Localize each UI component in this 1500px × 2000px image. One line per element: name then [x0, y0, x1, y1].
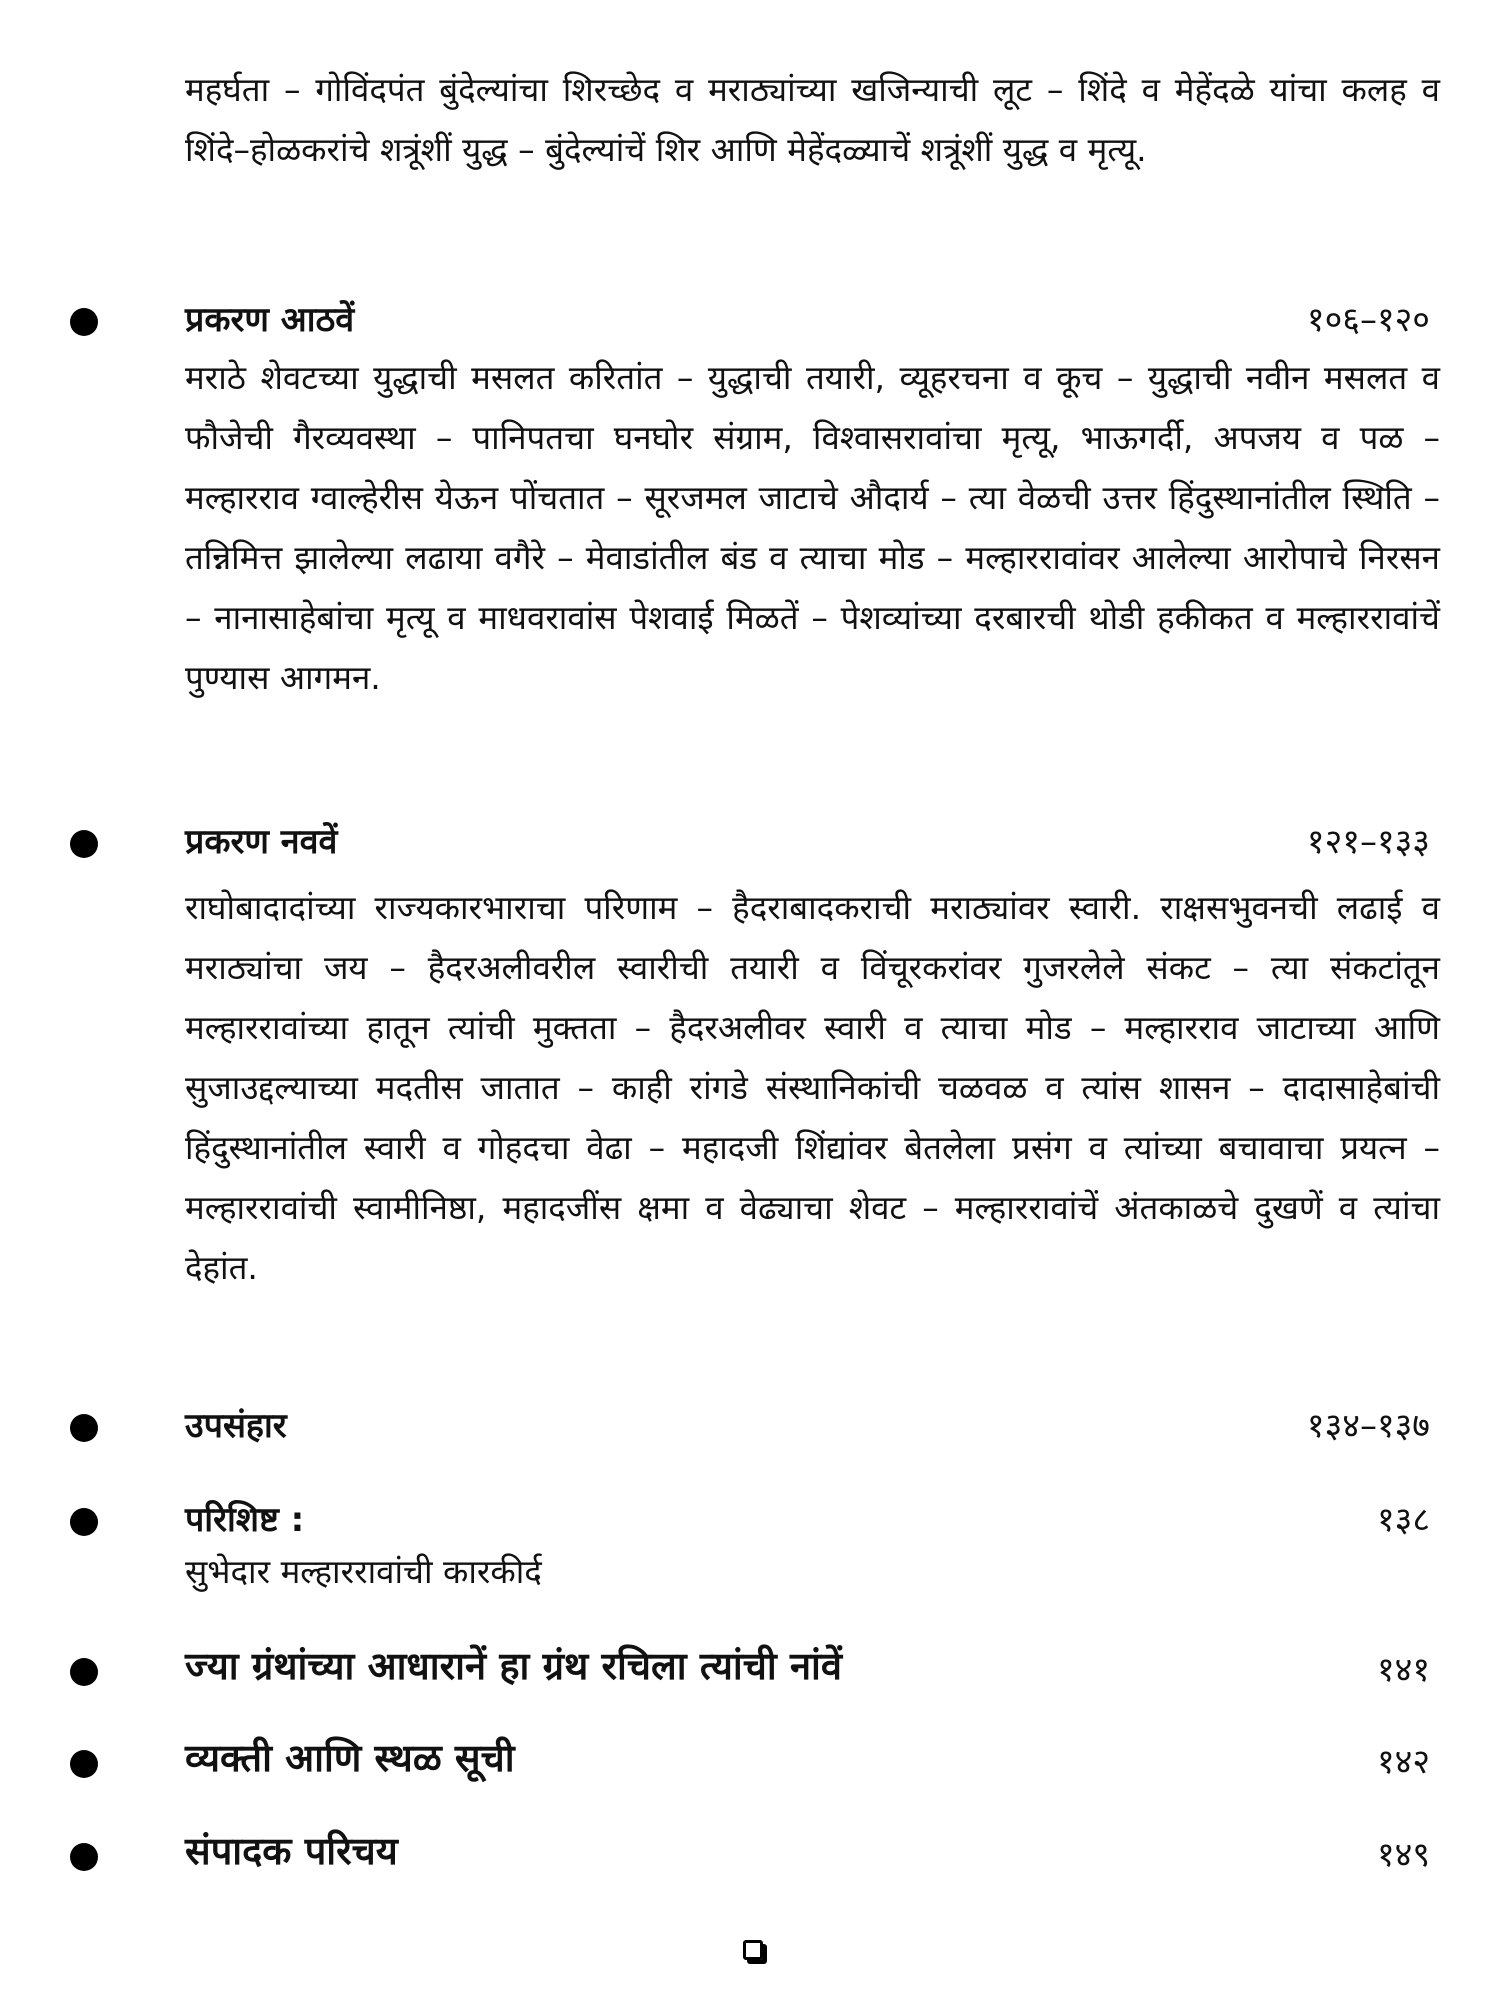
square-end-mark-icon	[743, 1940, 763, 1960]
entry-pages: १३८	[1376, 1500, 1430, 1540]
entry-description: मराठे शेवटच्या युद्धाची मसलत करितांत – युद्धाची तयारी, व्यूहरचना व कूच – युद्धाची नवीन मसलत व फौजेची गैरव्यवस्था – पानिपतचा घनघोर संग्राम, विश्वासरावांचा मृत्यू, भाऊगर्दी, अपजय व पळ – मल्हारराव ग्वाल्हेरीस येऊन पोंचतात – सूरजमल जाटाचे औदार्य – त्या वेळची उत्तर हिंदुस्थानांतील स्थिति – तन्निमित्त झालेल्या लढाया वगैरे – मेवाडांतील बंड व त्याचा मोड – मल्हाररावांवर आलेल्या आरोपाचे निरसन – नानासाहेबांचा मृत्यू व माधवरावांस पेशवाई मिळतें – पेशव्यांच्या दरबारची थोडी हकीकत व मल्हाररावांचें पुण्यास आगमन.	[185, 358, 1440, 697]
entry-title: ज्या ग्रंथांच्या आधारानें हा ग्रंथ रचिला त्यांची नांवें	[185, 1644, 843, 1688]
entry-pages: १३४–१३७	[1306, 1406, 1430, 1446]
bullet-icon	[70, 1508, 98, 1536]
entry-pages: १४२	[1376, 1742, 1430, 1782]
intro-paragraph: महर्घता – गोविंदपंत बुंदेल्यांचा शिरच्छेद व मराठ्यांच्या खजिन्याची लूट – शिंदे व मेहेंदळे यांचा कलह व शिंदे–होळकरांचे शत्रूंशीं युद्ध – बुंदेल्यांचें शिर आणि मेहेंदळ्याचें शत्रूंशीं युद्ध व मृत्यू.	[185, 70, 1440, 169]
entry-pages: १०६–१२०	[1306, 300, 1430, 340]
entry-title: प्रकरण नववें	[185, 822, 338, 862]
entry-title: संपादक परिचय	[185, 1829, 398, 1873]
entry-title: उपसंहार	[185, 1406, 287, 1446]
entry-title: व्यक्ती आणि स्थळ सूची	[185, 1736, 515, 1780]
bullet-icon	[70, 1843, 98, 1871]
entry-pages: १४९	[1376, 1835, 1430, 1875]
entry-title: परिशिष्ट :	[185, 1500, 305, 1540]
bullet-icon	[70, 1414, 98, 1442]
bullet-icon	[70, 1750, 98, 1778]
entry-subtitle: सुभेदार मल्हाररावांची कारकीर्द	[185, 1552, 542, 1591]
entry-title: प्रकरण आठवें	[185, 300, 355, 340]
entry-description: राघोबादादांच्या राज्यकारभाराचा परिणाम – हैदराबादकराची मराठ्यांवर स्वारी. राक्षसभुवनची लढाई व मराठ्यांचा जय – हैदरअलीवरील स्वारीची तयारी व विंचूरकरांवर गुजरलेले संकट – त्या संकटांतून मल्हाररावांच्या हातून त्यांची मुक्तता – हैदरअलीवर स्वारी व त्याचा मोड – मल्हारराव जाटाच्या आणि सुजाउद्दल्याच्या मदतीस जातात – काही रांगडे संस्थानिकांची चळवळ व त्यांस शासन – दादासाहेबांची हिंदुस्थानांतील स्वारी व गोहदचा वेढा – महादजी शिंद्यांवर बेतलेला प्रसंग व त्यांच्या बचावाचा प्रयत्न – मल्हाररावांची स्वामीनिष्ठा, महादजींस क्षमा व वेढ्याचा शेवट – मल्हाररावांचें अंतकाळचे दुखणें व त्यांचा देहांत.	[185, 888, 1440, 1287]
bullet-icon	[70, 1658, 98, 1686]
bullet-icon	[70, 830, 98, 858]
entry-pages: १४१	[1376, 1650, 1430, 1690]
entry-pages: १२१–१३३	[1306, 822, 1430, 862]
bullet-icon	[70, 308, 98, 336]
